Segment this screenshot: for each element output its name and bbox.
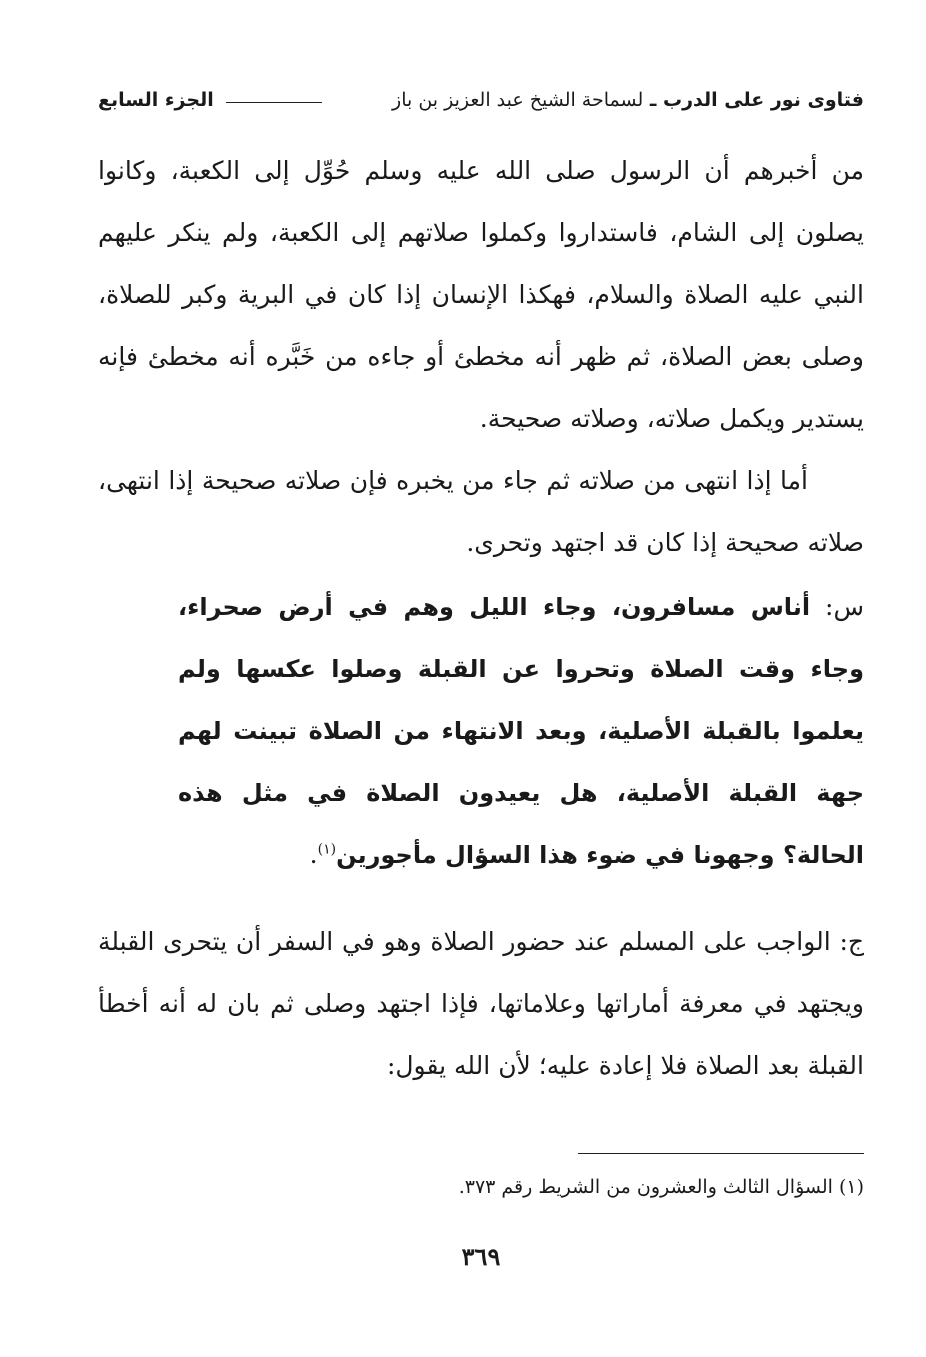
running-header xyxy=(98,82,864,118)
footnote: (١) السؤال الثالث والعشرون من الشريط رقم ٣٧٣. xyxy=(458,1176,864,1198)
body-paragraph: من أخبرهم أن الرسول صلى الله عليه وسلم حُوِّل إلى الكعبة، وكانوا يصلون إلى الشام، فاستداروا وكملوا صلاتهم إلى الكعبة، ولم ينكر عليهم النبي عليه الصلاة والسلام، فهكذا الإنسان إذا كان في البرية وكبر للصلاة، وصلى بعض الصلاة، ثم ظهر أنه مخطئ أو جاءه من خَبَّره أنه مخطئ فإنه يستدير ويكمل صلاته، وصلاته صحيحة. xyxy=(98,156,864,433)
book-title: فتاوى نور على الدرب xyxy=(663,89,864,111)
author-name: لسماحة الشيخ عبد العزيز بن باز xyxy=(392,89,644,111)
answer-label: ج: xyxy=(839,927,864,956)
question-text: أناس مسافرون، وجاء الليل وهم في أرض صحراء، وجاء وقت الصلاة وتحروا عن القبلة وصلوا عكسها ولم يعلموا بالقبلة الأصلية، وبعد الانتهاء من الصلاة تبينت لهم جهة القبلة الأصلية، هل يعيدون الصلاة في مثل هذه الحالة؟ وجهونا في ضوء هذا السؤال مأجورين xyxy=(178,593,864,869)
header-rule xyxy=(226,102,322,103)
book-page xyxy=(98,82,864,1271)
body-paragraph: أما إذا انتهى من صلاته ثم جاء من يخبره فإن صلاته صحيحة إذا انتهى، صلاته صحيحة إذا كان قد اجتهد وتحرى. xyxy=(98,466,864,557)
question-block xyxy=(98,576,864,886)
running-header-title-block xyxy=(392,82,864,118)
volume-label: الجزء السابع xyxy=(98,89,214,111)
footnote-reference[interactable]: (١) xyxy=(317,841,337,858)
footnote-separator xyxy=(578,1153,864,1154)
answer-block xyxy=(98,911,864,1097)
answer-text: الواجب على المسلم عند حضور الصلاة وهو في السفر أن يتحرى القبلة ويجتهد في معرفة أماراتها وعلاماتها، فإذا اجتهد وصلى ثم بان له أنه أخطأ القبلة بعد الصلاة فلا إعادة عليه؛ لأن الله يقول: xyxy=(98,927,864,1080)
question-end: . xyxy=(309,840,318,869)
header-separator: ـ xyxy=(649,89,657,111)
question-label: س: xyxy=(825,592,864,621)
page-number: ٣٦٩ xyxy=(461,1242,501,1271)
